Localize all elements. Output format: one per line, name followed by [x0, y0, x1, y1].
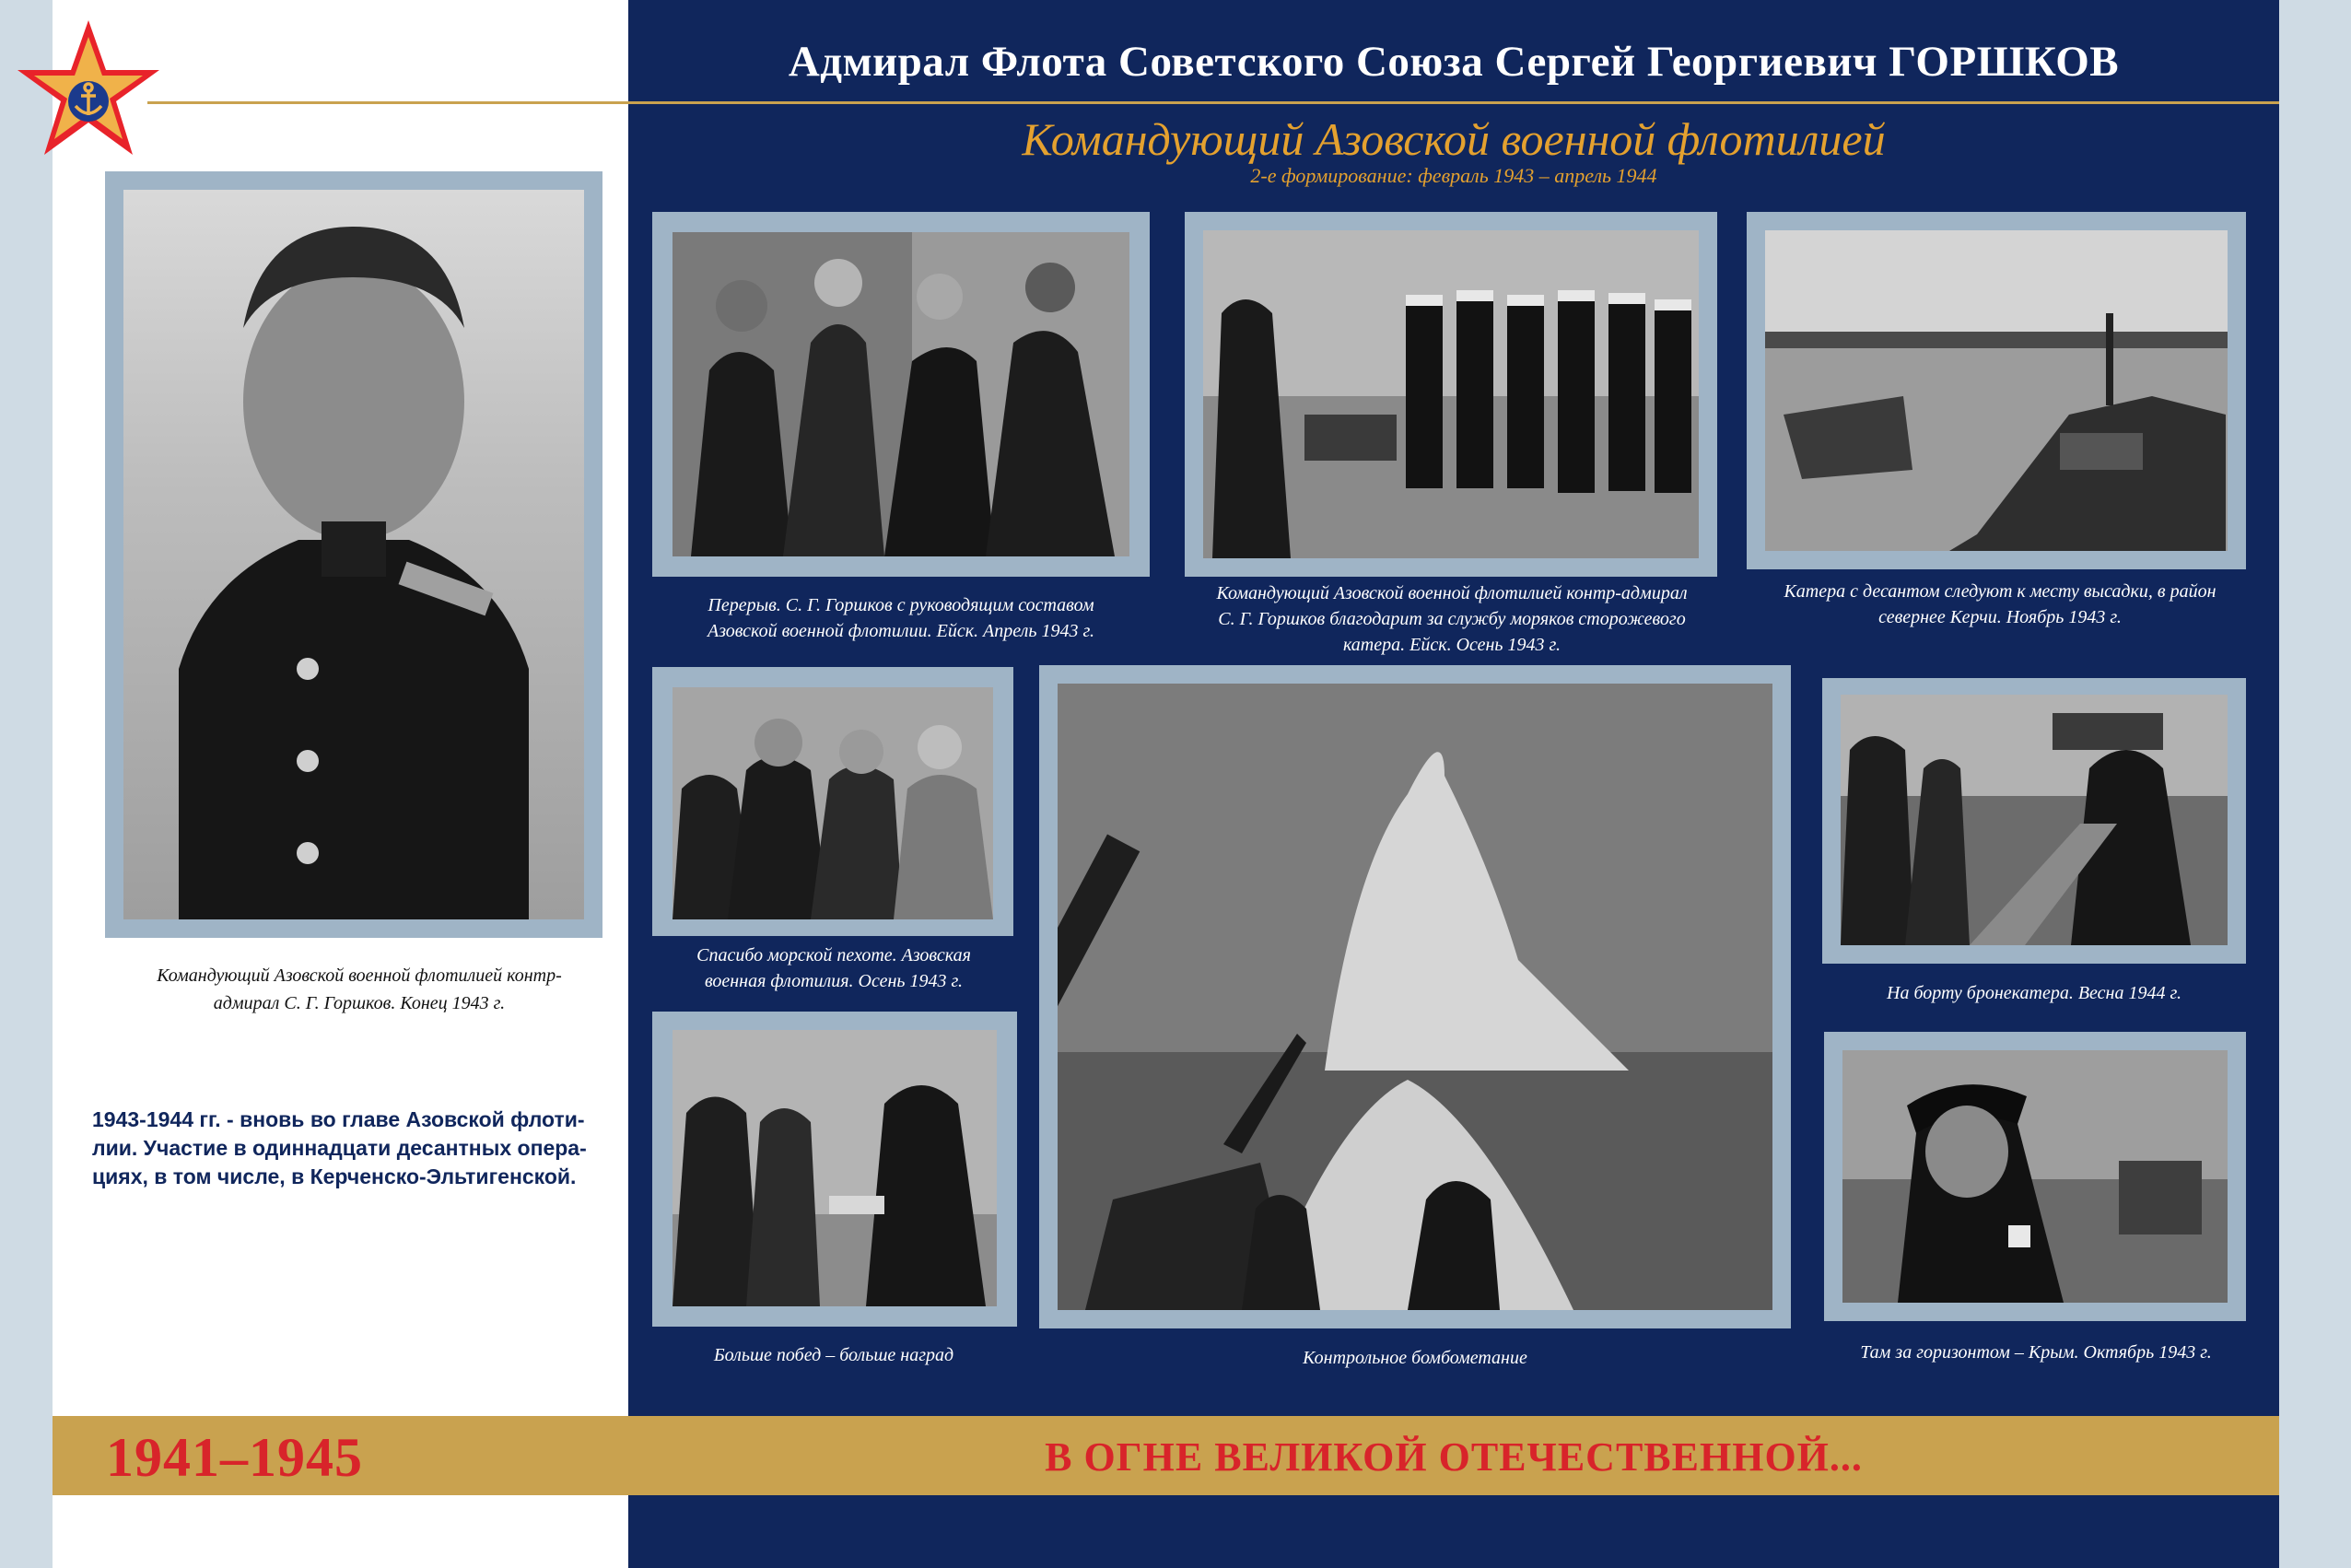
- photo-award-ceremony: [673, 1030, 997, 1306]
- photo-caption-4-line2: военная флотилия. Осень 1943 г.: [704, 971, 964, 991]
- photo-caption-2: [1176, 580, 1728, 658]
- red-star-anchor-icon: [14, 17, 163, 160]
- photo-frame-2: [1185, 212, 1717, 577]
- photo-frame-8: [1824, 1032, 2246, 1321]
- photo-caption-8-line1: Там за горизонтом – Крым. Октябрь 1943 г.: [1860, 1342, 2212, 1363]
- bio-text: 1943-1944 гг. - вновь во главе Азовской флоти- лии. Участие в одиннадцати десантных опера- циях, в том числе, в Керченско-Эльтигенской.: [92, 1107, 587, 1188]
- section-title: Командующий Азовской военной флотилией: [1022, 113, 1886, 165]
- photo-armored-boat: [1841, 695, 2228, 945]
- photo-caption-2-line2: С. Г. Горшков благодарит за службу моряков сторожевого: [1218, 609, 1686, 629]
- photo-frame-4: [652, 667, 1013, 936]
- photo-caption-6: [1822, 980, 2246, 1006]
- photo-caption-7: [645, 1342, 1023, 1368]
- photo-caption-3-line1: Катера с десантом следуют к месту высадки, в район: [1784, 581, 2216, 602]
- photo-frame-6: [1822, 678, 2246, 964]
- portrait-caption-line1: Командующий Азовской военной флотилией контр-: [157, 965, 562, 986]
- photo-depth-charge: [1058, 684, 1772, 1310]
- photo-caption-2-line3: катера. Ейск. Осень 1943 г.: [1342, 635, 1561, 655]
- photo-caption-6-line1: На борту бронекатера. Весна 1944 г.: [1887, 983, 2181, 1003]
- photo-caption-1: [652, 592, 1150, 644]
- photo-frame-1: [652, 212, 1150, 577]
- photo-landing-boats: [1765, 230, 2228, 551]
- portrait-photo: [123, 190, 584, 919]
- photo-caption-1-line2: Азовской военной флотилии. Ейск. Апрель 1943 г.: [707, 621, 1095, 641]
- photo-sailors-thanks: [1203, 230, 1699, 558]
- photo-caption-4-line1: Спасибо морской пехоте. Азовская: [696, 945, 971, 965]
- photo-officers-break: [673, 232, 1129, 556]
- photo-caption-5: [1039, 1345, 1791, 1371]
- photo-caption-7-line1: Больше побед – больше наград: [713, 1345, 954, 1365]
- footer-slogan: В ОГНЕ ВЕЛИКОЙ ОТЕЧЕСТВЕННОЙ...: [1045, 1434, 1863, 1480]
- war-years: 1941–1945: [106, 1427, 363, 1488]
- photo-caption-3-line2: севернее Керчи. Ноябрь 1943 г.: [1878, 607, 2122, 627]
- photo-frame-7: [652, 1012, 1017, 1327]
- photo-caption-5-line1: Контрольное бомбометание: [1303, 1348, 1527, 1368]
- photo-caption-3: [1756, 579, 2244, 630]
- photo-crimea-horizon: [1842, 1050, 2228, 1303]
- page-title: Адмирал Флота Советского Союза Сергей Георгиевич ГОРШКОВ: [788, 38, 2120, 86]
- portrait-caption: [92, 962, 626, 1017]
- photo-frame-3: [1747, 212, 2246, 569]
- photo-caption-4: [645, 942, 1023, 994]
- photo-frame-5: [1039, 665, 1791, 1328]
- period-subtitle: 2-е формирование: февраль 1943 – апрель 1944: [1250, 164, 1657, 187]
- portrait-caption-line2: адмирал С. Г. Горшков. Конец 1943 г.: [213, 993, 506, 1013]
- gold-rule: [147, 101, 2279, 104]
- photo-caption-1-line1: Перерыв. С. Г. Горшков с руководящим составом: [708, 595, 1094, 615]
- photo-caption-8: [1810, 1340, 2262, 1365]
- photo-caption-2-line1: Командующий Азовской военной флотилией контр-адмирал: [1216, 583, 1688, 603]
- photo-marines-thanks: [673, 687, 993, 919]
- portrait-frame: [105, 171, 602, 938]
